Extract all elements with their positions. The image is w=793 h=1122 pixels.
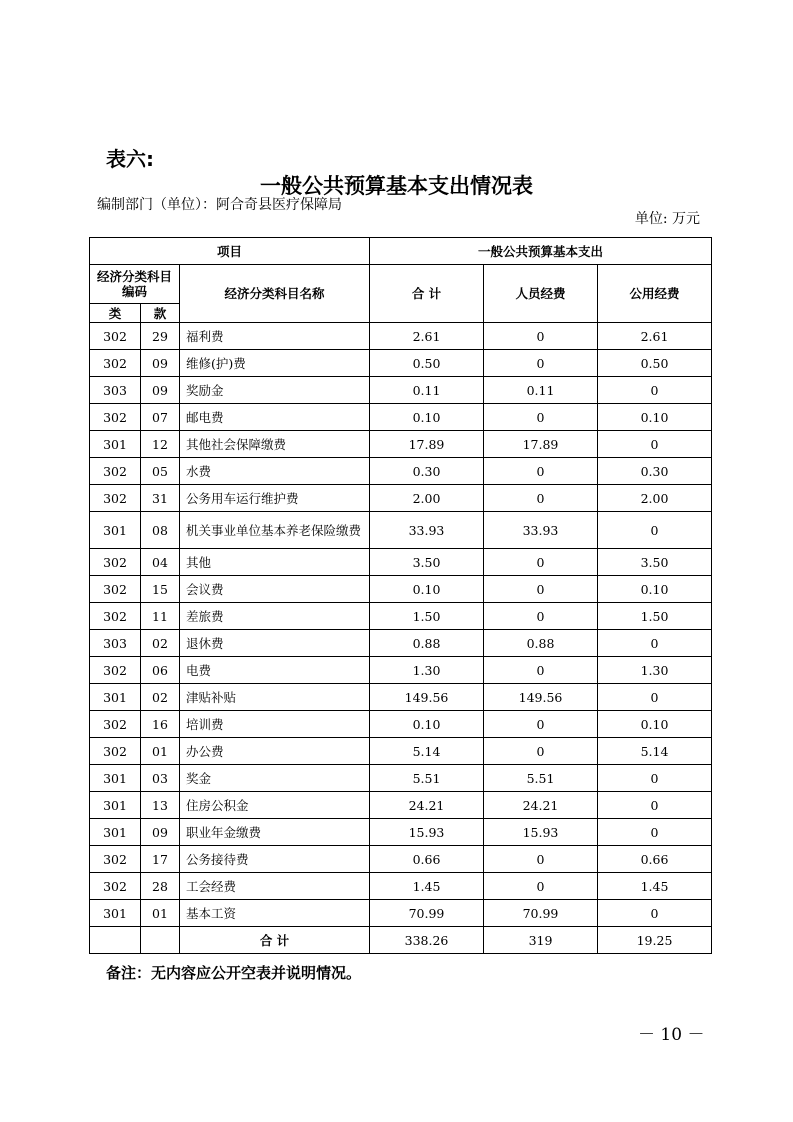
item-cell: 17 <box>141 846 180 873</box>
name-cell: 津贴补贴 <box>180 684 370 711</box>
item-cell: 13 <box>141 792 180 819</box>
public-cell: 0.10 <box>598 576 712 603</box>
class-cell: 302 <box>90 404 141 431</box>
item-cell: 04 <box>141 549 180 576</box>
item-cell: 08 <box>141 512 180 549</box>
public-cell: 0.10 <box>598 404 712 431</box>
name-cell: 其他 <box>180 549 370 576</box>
item-header: 款 <box>141 304 180 323</box>
department-label: 编制部门（单位）：阿合奇县医疗保障局 <box>97 197 342 213</box>
public-cell: 0.30 <box>598 458 712 485</box>
name-cell: 机关事业单位基本养老保险缴费 <box>180 512 370 549</box>
class-cell: 303 <box>90 630 141 657</box>
public-cell: 5.14 <box>598 738 712 765</box>
name-cell: 奖励金 <box>180 377 370 404</box>
total-cell: 0.88 <box>370 630 484 657</box>
personnel-cell: 0 <box>484 350 598 377</box>
name-cell: 福利费 <box>180 323 370 350</box>
personnel-cell: 24.21 <box>484 792 598 819</box>
class-cell: 302 <box>90 576 141 603</box>
class-cell: 302 <box>90 846 141 873</box>
class-cell: 301 <box>90 684 141 711</box>
name-cell: 基本工资 <box>180 900 370 927</box>
class-cell: 301 <box>90 819 141 846</box>
header-row-1 <box>90 238 712 265</box>
total-cell: 17.89 <box>370 431 484 458</box>
item-cell: 07 <box>141 404 180 431</box>
expense-group-header: 一般公共预算基本支出 <box>370 238 712 265</box>
public-cell: 0.10 <box>598 711 712 738</box>
total-cell: 24.21 <box>370 792 484 819</box>
total-cell: 0.66 <box>370 846 484 873</box>
class-cell: 301 <box>90 431 141 458</box>
class-cell: 302 <box>90 458 141 485</box>
personnel-cell: 149.56 <box>484 684 598 711</box>
class-cell: 301 <box>90 900 141 927</box>
table-label: 表六: <box>106 147 154 171</box>
total-cell: 15.93 <box>370 819 484 846</box>
personnel-cell: 0 <box>484 458 598 485</box>
personnel-total-cell: 319 <box>484 927 598 954</box>
unit-label: 单位: 万元 <box>634 211 700 227</box>
personnel-header: 人员经费 <box>484 265 598 323</box>
name-cell: 职业年金缴费 <box>180 819 370 846</box>
personnel-cell: 0 <box>484 404 598 431</box>
personnel-cell: 0 <box>484 738 598 765</box>
public-header: 公用经费 <box>598 265 712 323</box>
item-cell: 15 <box>141 576 180 603</box>
table-row <box>90 458 712 485</box>
public-cell: 0 <box>598 765 712 792</box>
grand-total-cell: 338.26 <box>370 927 484 954</box>
class-cell: 302 <box>90 350 141 377</box>
project-header: 项目 <box>90 238 370 265</box>
personnel-cell: 5.51 <box>484 765 598 792</box>
total-cell: 3.50 <box>370 549 484 576</box>
total-cell: 2.00 <box>370 485 484 512</box>
item-cell: 09 <box>141 819 180 846</box>
class-cell: 302 <box>90 603 141 630</box>
table-row <box>90 512 712 549</box>
personnel-cell: 0 <box>484 323 598 350</box>
public-total-cell: 19.25 <box>598 927 712 954</box>
item-cell: 12 <box>141 431 180 458</box>
name-cell: 住房公积金 <box>180 792 370 819</box>
name-cell: 差旅费 <box>180 603 370 630</box>
table-row <box>90 765 712 792</box>
class-cell: 301 <box>90 765 141 792</box>
public-cell: 2.61 <box>598 323 712 350</box>
class-cell: 302 <box>90 549 141 576</box>
table-row <box>90 485 712 512</box>
table-row <box>90 549 712 576</box>
item-cell: 11 <box>141 603 180 630</box>
personnel-cell: 0 <box>484 846 598 873</box>
item-cell: 31 <box>141 485 180 512</box>
personnel-cell: 15.93 <box>484 819 598 846</box>
table-row <box>90 846 712 873</box>
personnel-cell: 0 <box>484 576 598 603</box>
total-row <box>90 927 712 954</box>
total-cell: 1.50 <box>370 603 484 630</box>
class-cell: 302 <box>90 657 141 684</box>
item-cell: 16 <box>141 711 180 738</box>
table-row <box>90 323 712 350</box>
table-row <box>90 711 712 738</box>
total-label: 合 计 <box>180 927 370 954</box>
item-cell: 05 <box>141 458 180 485</box>
public-cell: 1.50 <box>598 603 712 630</box>
total-cell: 5.14 <box>370 738 484 765</box>
budget-table <box>89 237 712 954</box>
total-cell: 0.10 <box>370 404 484 431</box>
public-cell: 0 <box>598 377 712 404</box>
personnel-cell: 0.88 <box>484 630 598 657</box>
table-row <box>90 684 712 711</box>
name-cell: 水费 <box>180 458 370 485</box>
name-cell: 培训费 <box>180 711 370 738</box>
total-cell: 33.93 <box>370 512 484 549</box>
item-cell: 01 <box>141 900 180 927</box>
name-cell: 公务用车运行维护费 <box>180 485 370 512</box>
table-row <box>90 738 712 765</box>
public-cell: 3.50 <box>598 549 712 576</box>
personnel-cell: 0 <box>484 549 598 576</box>
name-cell: 维修(护)费 <box>180 350 370 377</box>
name-header: 经济分类科目名称 <box>180 265 370 323</box>
total-cell: 0.10 <box>370 576 484 603</box>
table-row <box>90 630 712 657</box>
table-row <box>90 377 712 404</box>
class-cell: 301 <box>90 792 141 819</box>
total-cell: 0.30 <box>370 458 484 485</box>
public-cell: 0 <box>598 431 712 458</box>
public-cell: 0 <box>598 819 712 846</box>
total-cell: 1.45 <box>370 873 484 900</box>
remark-note: 备注：无内容应公开空表并说明情况。 <box>106 964 362 982</box>
total-cell: 0.11 <box>370 377 484 404</box>
public-cell: 1.45 <box>598 873 712 900</box>
class-cell: 302 <box>90 711 141 738</box>
total-cell: 149.56 <box>370 684 484 711</box>
name-cell: 其他社会保障缴费 <box>180 431 370 458</box>
code-group-header: 经济分类科目编码 <box>90 265 180 304</box>
personnel-cell: 0.11 <box>484 377 598 404</box>
table-row <box>90 792 712 819</box>
class-header: 类 <box>90 304 141 323</box>
total-cell: 0.50 <box>370 350 484 377</box>
item-cell: 06 <box>141 657 180 684</box>
total-cell: 0.10 <box>370 711 484 738</box>
table-row <box>90 576 712 603</box>
personnel-cell: 0 <box>484 711 598 738</box>
class-cell: 302 <box>90 738 141 765</box>
name-cell: 公务接待费 <box>180 846 370 873</box>
name-cell: 工会经费 <box>180 873 370 900</box>
class-cell: 301 <box>90 512 141 549</box>
item-cell: 02 <box>141 630 180 657</box>
public-cell: 0.50 <box>598 350 712 377</box>
table-row <box>90 404 712 431</box>
item-cell: 28 <box>141 873 180 900</box>
name-cell: 奖金 <box>180 765 370 792</box>
name-cell: 邮电费 <box>180 404 370 431</box>
document-title: 一般公共预算基本支出情况表 <box>260 174 533 198</box>
name-cell: 会议费 <box>180 576 370 603</box>
table-row <box>90 350 712 377</box>
name-cell: 退休费 <box>180 630 370 657</box>
table-row <box>90 819 712 846</box>
name-cell: 电费 <box>180 657 370 684</box>
table-row <box>90 873 712 900</box>
public-cell: 0 <box>598 512 712 549</box>
item-cell: 09 <box>141 377 180 404</box>
table-row <box>90 900 712 927</box>
item-cell: 02 <box>141 684 180 711</box>
total-cell: 5.51 <box>370 765 484 792</box>
header-row-2 <box>90 265 712 304</box>
name-cell: 办公费 <box>180 738 370 765</box>
personnel-cell: 0 <box>484 485 598 512</box>
class-cell: 302 <box>90 485 141 512</box>
public-cell: 0 <box>598 684 712 711</box>
table-row <box>90 431 712 458</box>
class-cell: 302 <box>90 323 141 350</box>
total-cell: 2.61 <box>370 323 484 350</box>
public-cell: 2.00 <box>598 485 712 512</box>
table-row <box>90 657 712 684</box>
class-cell: 302 <box>90 873 141 900</box>
total-header: 合 计 <box>370 265 484 323</box>
personnel-cell: 0 <box>484 603 598 630</box>
item-cell: 09 <box>141 350 180 377</box>
total-cell: 1.30 <box>370 657 484 684</box>
public-cell: 0.66 <box>598 846 712 873</box>
personnel-cell: 0 <box>484 657 598 684</box>
item-cell: 03 <box>141 765 180 792</box>
public-cell: 1.30 <box>598 657 712 684</box>
public-cell: 0 <box>598 630 712 657</box>
public-cell: 0 <box>598 900 712 927</box>
public-cell: 0 <box>598 792 712 819</box>
empty-cell <box>90 927 141 954</box>
class-cell: 303 <box>90 377 141 404</box>
item-cell: 01 <box>141 738 180 765</box>
item-cell: 29 <box>141 323 180 350</box>
page-number: － 10 － <box>638 1025 705 1045</box>
personnel-cell: 70.99 <box>484 900 598 927</box>
personnel-cell: 0 <box>484 873 598 900</box>
personnel-cell: 33.93 <box>484 512 598 549</box>
total-cell: 70.99 <box>370 900 484 927</box>
table-row <box>90 603 712 630</box>
personnel-cell: 17.89 <box>484 431 598 458</box>
empty-cell <box>141 927 180 954</box>
